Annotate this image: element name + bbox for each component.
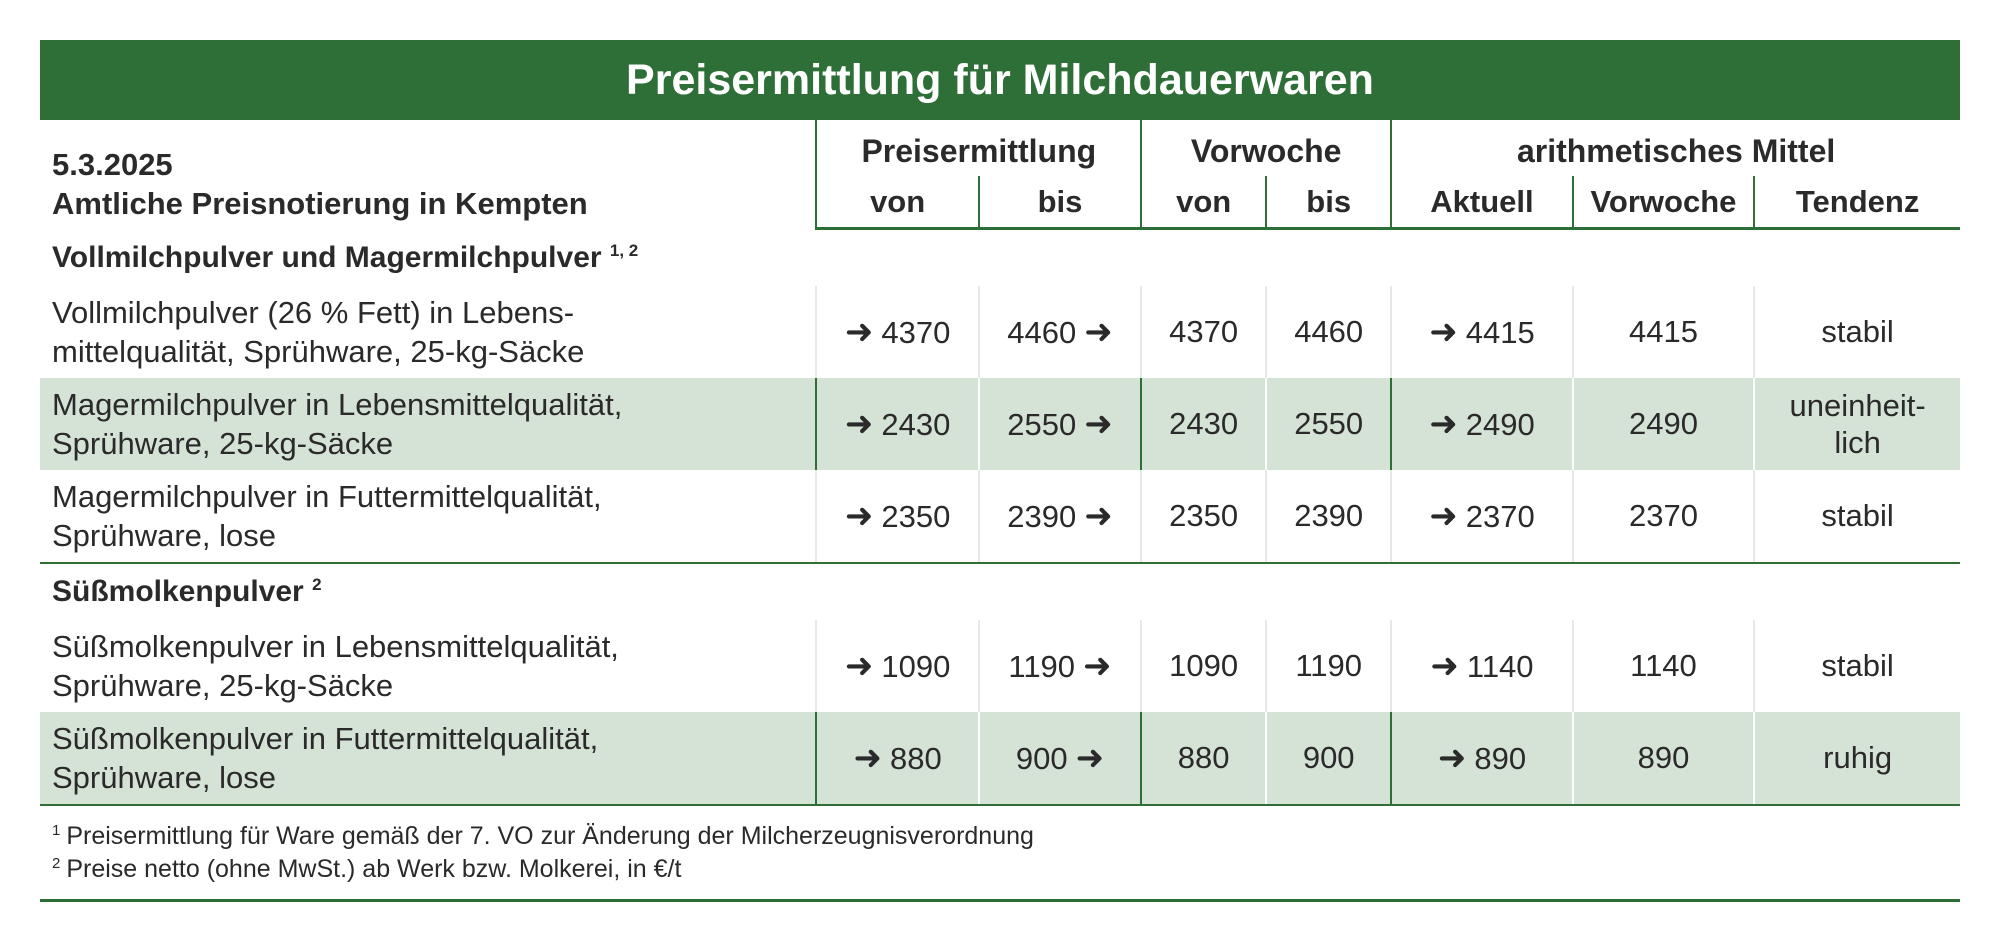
arrow-right-icon: ➜ xyxy=(1430,647,1459,685)
value-von: 1090 xyxy=(881,649,951,684)
table-row xyxy=(40,620,1960,712)
tendenz-text: lich xyxy=(1834,425,1881,460)
arrow-right-icon: ➜ xyxy=(844,313,874,351)
value-von: 880 xyxy=(890,741,942,776)
table-row xyxy=(40,470,1960,563)
footnote-ref: 1, 2 xyxy=(609,241,639,260)
price-table-container xyxy=(40,120,1960,806)
value-aktuell: 1140 xyxy=(1466,649,1534,684)
price-table xyxy=(40,120,1960,806)
cell-vw-von: 2350 xyxy=(1141,470,1266,563)
cell-von xyxy=(816,712,978,805)
col-header-tendenz: Tendenz xyxy=(1754,176,1960,229)
value-aktuell: 890 xyxy=(1474,741,1527,776)
arrow-right-icon: ➜ xyxy=(1084,497,1113,535)
footnote-2 xyxy=(52,853,1960,886)
cell-vw-bis: 900 xyxy=(1266,712,1391,805)
table-row xyxy=(40,378,1960,470)
group-header-preisermittlung: Preisermittlung xyxy=(816,120,1141,176)
value-bis: 4460 xyxy=(1007,315,1077,350)
cell-vw-von: 4370 xyxy=(1141,286,1266,378)
arrow-right-icon: ➜ xyxy=(1429,405,1458,443)
cell-mittel-vorwoche: 2370 xyxy=(1573,470,1755,563)
arrow-right-icon: ➜ xyxy=(853,739,882,777)
product-label-line: Sprühware, 25-kg-Säcke xyxy=(52,426,394,461)
cell-vw-bis: 2550 xyxy=(1266,378,1391,470)
value-bis: 2390 xyxy=(1007,499,1077,534)
tendenz-text: stabil xyxy=(1821,314,1894,350)
product-label xyxy=(40,286,816,378)
section-title xyxy=(40,229,1960,287)
product-label-line: Süßmolkenpulver in Futtermittelqualität, xyxy=(52,720,599,756)
footnote-text: Preise netto (ohne MwSt.) ab Werk bzw. Molkerei, in €/t xyxy=(66,855,682,884)
cell-bis xyxy=(979,620,1141,712)
group-header-arithmetisches-mittel: arithmetisches Mittel xyxy=(1391,120,1960,176)
cell-tendenz xyxy=(1754,378,1960,470)
footnotes xyxy=(40,820,1960,887)
product-label xyxy=(40,470,816,563)
tendenz-text: stabil xyxy=(1821,648,1894,684)
product-label-line: Süßmolkenpulver in Lebensmittelqualität, xyxy=(52,628,619,664)
value-bis: 2550 xyxy=(1007,407,1077,442)
arrow-right-icon: ➜ xyxy=(1084,405,1113,443)
arrow-right-icon: ➜ xyxy=(844,497,874,535)
tendenz-text: ruhig xyxy=(1823,740,1893,776)
product-label-line: Sprühware, lose xyxy=(52,518,277,553)
cell-tendenz xyxy=(1754,286,1960,378)
section-title-text: Vollmilchpulver und Magermilchpulver xyxy=(52,241,602,274)
value-aktuell: 2490 xyxy=(1465,407,1535,442)
cell-von xyxy=(816,286,978,378)
arrow-right-icon: ➜ xyxy=(1437,739,1467,777)
cell-vw-von: 880 xyxy=(1141,712,1266,805)
cell-aktuell xyxy=(1391,378,1573,470)
cell-aktuell xyxy=(1391,470,1573,563)
col-header-vw-bis: bis xyxy=(1266,176,1391,229)
section-title xyxy=(40,563,1960,620)
page-title: Preisermittlung für Milchdauerwaren xyxy=(40,40,1960,120)
cell-mittel-vorwoche: 2490 xyxy=(1573,378,1755,470)
footnote-ref: 2 xyxy=(312,575,322,594)
footnote-mark: 2 xyxy=(52,854,61,872)
arrow-right-icon: ➜ xyxy=(1429,313,1458,351)
cell-aktuell xyxy=(1391,620,1573,712)
col-header-aktuell: Aktuell xyxy=(1391,176,1573,229)
product-label-line: Vollmilchpulver (26 % Fett) in Lebens- xyxy=(52,294,575,330)
product-label xyxy=(40,712,816,805)
cell-aktuell xyxy=(1391,286,1573,378)
cell-von xyxy=(816,470,978,563)
product-label xyxy=(40,620,816,712)
cell-bis xyxy=(979,470,1141,563)
cell-mittel-vorwoche: 1140 xyxy=(1573,620,1755,712)
product-label-line: Magermilchpulver in Futtermittelqualität, xyxy=(52,478,602,514)
cell-mittel-vorwoche: 890 xyxy=(1573,712,1755,805)
cell-vw-bis: 1190 xyxy=(1266,620,1391,712)
cell-aktuell xyxy=(1391,712,1573,805)
cell-vw-bis: 2390 xyxy=(1266,470,1391,563)
value-bis: 1190 xyxy=(1008,649,1076,684)
cell-bis xyxy=(979,712,1141,805)
report-subtitle: Amtliche Preisnotierung in Kempten xyxy=(52,185,588,221)
header-date-block xyxy=(40,120,816,229)
value-von: 2350 xyxy=(881,499,951,534)
product-label-line: Sprühware, 25-kg-Säcke xyxy=(52,668,394,703)
footnote-1 xyxy=(52,820,1960,853)
arrow-right-icon: ➜ xyxy=(1084,313,1113,351)
value-von: 2430 xyxy=(881,407,951,442)
cell-vw-bis: 4460 xyxy=(1266,286,1391,378)
table-row xyxy=(40,712,1960,805)
cell-tendenz xyxy=(1754,470,1960,563)
product-label-line: Magermilchpulver in Lebensmittelqualität, xyxy=(52,386,623,422)
col-header-mittel-vorwoche: Vorwoche xyxy=(1573,176,1755,229)
col-header-vw-von: von xyxy=(1141,176,1266,229)
value-bis: 900 xyxy=(1015,741,1068,776)
cell-bis xyxy=(979,378,1141,470)
report-date: 5.3.2025 xyxy=(52,147,173,182)
cell-vw-von: 1090 xyxy=(1141,620,1266,712)
bottom-rule xyxy=(40,899,1960,902)
tendenz-text: uneinheit- xyxy=(1789,387,1926,423)
product-label xyxy=(40,378,816,470)
tendenz-text: stabil xyxy=(1821,498,1894,534)
col-header-von: von xyxy=(816,176,978,229)
section-header-row xyxy=(40,229,1960,287)
value-aktuell: 4415 xyxy=(1465,315,1535,350)
header-row-groups xyxy=(40,120,1960,176)
arrow-right-icon: ➜ xyxy=(844,647,874,685)
section-header-row xyxy=(40,563,1960,620)
arrow-right-icon: ➜ xyxy=(1429,497,1458,535)
arrow-right-icon: ➜ xyxy=(1083,647,1112,685)
table-row xyxy=(40,286,1960,378)
footnote-mark: 1 xyxy=(52,821,61,839)
cell-von xyxy=(816,378,978,470)
product-label-line: Sprühware, lose xyxy=(52,760,277,795)
group-header-vorwoche: Vorwoche xyxy=(1141,120,1391,176)
product-label-line: mittelqualität, Sprühware, 25-kg-Säcke xyxy=(52,334,585,369)
value-aktuell: 2370 xyxy=(1465,499,1535,534)
cell-tendenz xyxy=(1754,620,1960,712)
footnote-text: Preisermittlung für Ware gemäß der 7. VO zur Änderung der Milcherzeugnisverordnung xyxy=(66,822,1034,850)
col-header-bis: bis xyxy=(979,176,1141,229)
section-title-text: Süßmolkenpulver xyxy=(52,575,304,608)
cell-tendenz xyxy=(1754,712,1960,805)
arrow-right-icon: ➜ xyxy=(1075,739,1105,777)
cell-mittel-vorwoche: 4415 xyxy=(1573,286,1755,378)
cell-von xyxy=(816,620,978,712)
cell-vw-von: 2430 xyxy=(1141,378,1266,470)
arrow-right-icon: ➜ xyxy=(844,405,874,443)
cell-bis xyxy=(979,286,1141,378)
value-von: 4370 xyxy=(881,315,951,350)
